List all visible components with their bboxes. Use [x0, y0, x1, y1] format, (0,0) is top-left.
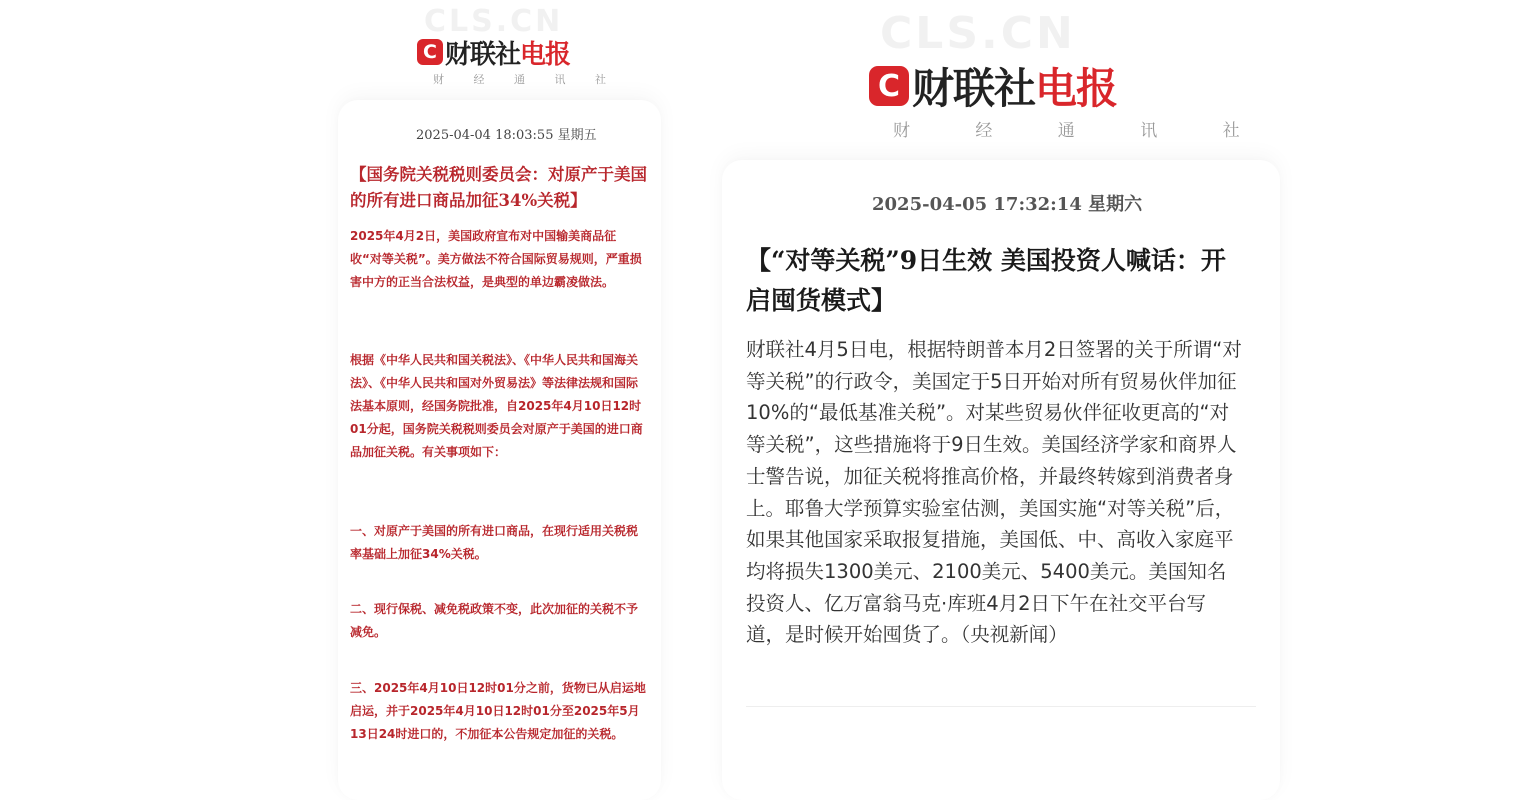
right-brand-name-red: 电报 — [1035, 64, 1118, 113]
right-brand-logo — [869, 64, 1118, 113]
right-watermark: CLS.CN — [880, 8, 1076, 59]
left-paragraph-1: 2025年4月2日，美国政府宣布对中国输美商品征收“对等关税”。美方做法不符合国际贸易规则，严重损害中方的正当合法权益，是典型的单边霸凌做法。 — [350, 229, 642, 289]
left-brand-name — [445, 34, 570, 71]
right-news-date: 2025-04-05 17:32:14 星期六 — [872, 194, 1143, 215]
left-paragraph-2: 根据《中华人民共和国关税法》、《中华人民共和国海关法》、《中华人民共和国对外贸易法》等法律法规和国际法基本原则，经国务院批准，自2025年4月10日12时01分起，国务院关税税则委员会对原产于美国的进口商品加征关税。有关事项如下： — [350, 353, 643, 459]
right-brand-subtitle: 财 经 通 讯 社 — [893, 121, 1270, 141]
left-logo-badge-icon: C — [417, 39, 443, 65]
right-brand-name — [912, 56, 1117, 116]
left-brand-name-black: 财联社 — [445, 39, 521, 70]
left-brand-subtitle: 财 经 通 讯 社 — [433, 73, 619, 86]
left-brand-name-red: 电报 — [520, 39, 571, 70]
left-paragraph-4: 二、现行保税、减免税政策不变，此次加征的关税不予减免。 — [350, 602, 639, 639]
left-news-date: 2025-04-04 18:03:55 星期五 — [416, 128, 597, 143]
left-brand-logo — [417, 37, 571, 70]
left-paragraph-5: 三、2025年4月10日12时01分之前，货物已从启运地启运，并于2025年4月10日12时01分至2025年5月13日24时进口的，不加征本公告规定加征的关税。 — [350, 681, 646, 741]
left-paragraph-3: 一、对原产于美国的所有进口商品，在现行适用关税税率基础上加征34%关税。 — [350, 524, 639, 561]
right-news-body: 财联社4月5日电，根据特朗普本月2日签署的关于所谓“对等关税”的行政令，美国定于5日开始对所有贸易伙伴加征10%的“最低基准关税”。对某些贸易伙伴征收更高的“对等关税”，这些措施将于9日生效。美国经济学家和商界人士警告说，加征关税将推高价格，并最终转嫁到消费者身上。耶鲁大学预算实验室估测，美国实施“对等关税”后，如果其他国家采取报复措施，美国低、中、高收入家庭平均将损失1300美元、2100美元、5400美元。美国知名投资人、亿万富翁马克·库班4月2日下午在社交平台写道，是时候开始囤货了。（央视新闻） — [746, 338, 1242, 647]
right-news-title: 【“对等关税”9日生效 美国投资人喊话：开启囤货模式】 — [746, 246, 1226, 315]
right-brand-name-black: 财联社 — [912, 64, 1036, 113]
left-watermark: CLS.CN — [424, 4, 564, 39]
right-logo-badge-icon: C — [869, 66, 909, 106]
left-news-title: 【国务院关税税则委员会：对原产于美国的所有进口商品加征34%关税】 — [350, 165, 647, 210]
right-divider — [746, 706, 1256, 707]
